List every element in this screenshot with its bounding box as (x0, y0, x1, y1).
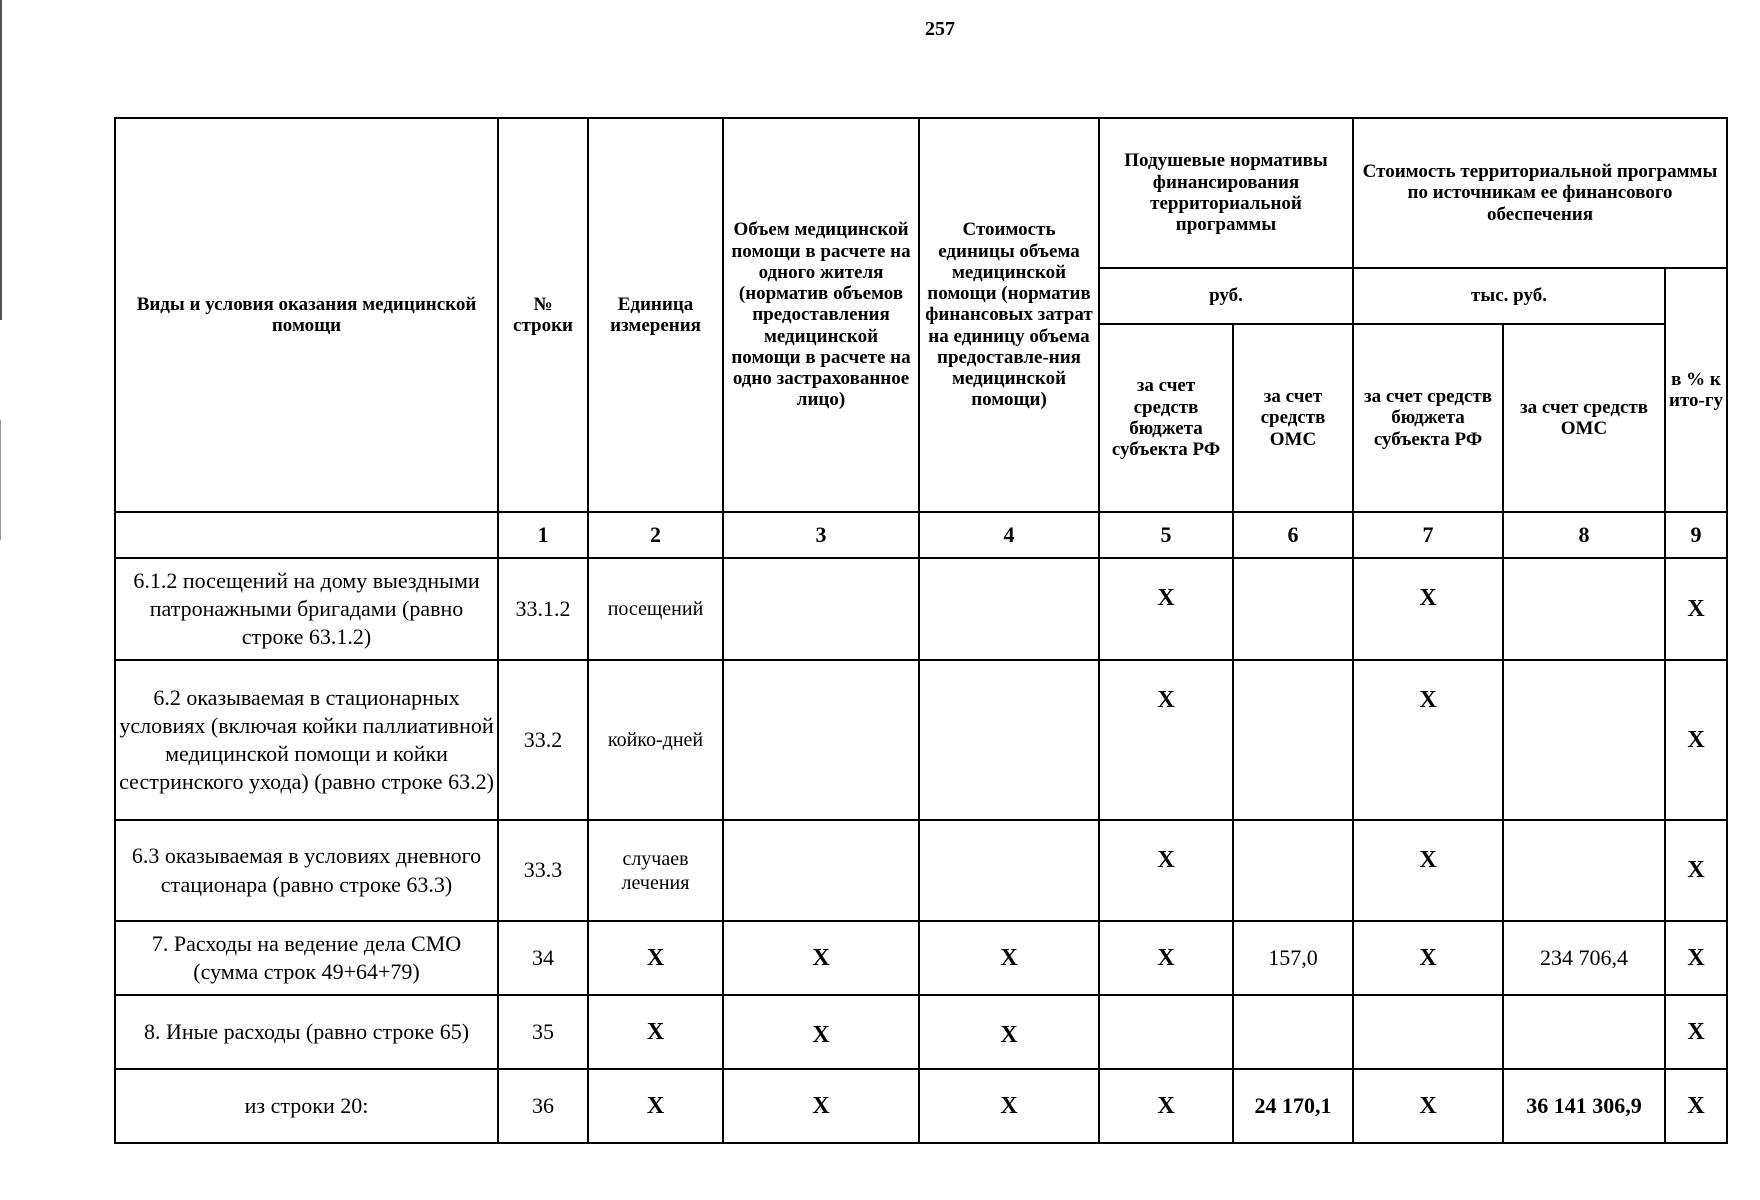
financing-table (114, 117, 1728, 1144)
row-cost: X (919, 1069, 1099, 1143)
column-number-row (115, 512, 1727, 558)
row-budget: X (1099, 921, 1233, 995)
row-percent: X (1665, 1069, 1727, 1143)
row-budget: X (1099, 820, 1233, 921)
row-unit: случаев лечения (588, 820, 723, 921)
header-volume: Объем медицинской помощи в расчете на одного жителя (норматив объемов предоставления медицинской помощи в расчете на одно застрахованное лицо) (723, 118, 919, 512)
row-line: 36 (498, 1069, 588, 1143)
row-unit: X (588, 995, 723, 1069)
row-budget (1099, 995, 1233, 1069)
row-percent: X (1665, 995, 1727, 1069)
row-budget-2: X (1353, 558, 1503, 660)
header-budget: за счет средств бюджета субъекта РФ (1099, 324, 1233, 512)
row-type: 7. Расходы на ведение дела СМО (сумма строк 49+64+79) (115, 921, 498, 995)
row-cost (919, 660, 1099, 820)
row-oms-2 (1503, 558, 1665, 660)
row-unit: койко-дней (588, 660, 723, 820)
row-oms (1233, 995, 1353, 1069)
table-row (115, 1069, 1727, 1143)
row-line: 33.2 (498, 660, 588, 820)
row-line: 33.1.2 (498, 558, 588, 660)
scan-edge-line (0, 0, 2, 320)
row-oms-2 (1503, 820, 1665, 921)
header-per-capita: Подушевые нормативы финансирования территориальной программы (1099, 118, 1353, 268)
header-oms: за счет средств ОМС (1233, 324, 1353, 512)
column-number: 9 (1665, 512, 1727, 558)
row-line: 35 (498, 995, 588, 1069)
row-budget-2 (1353, 995, 1503, 1069)
row-budget: X (1099, 660, 1233, 820)
column-number: 1 (498, 512, 588, 558)
row-budget-2: X (1353, 921, 1503, 995)
row-budget-2: X (1353, 820, 1503, 921)
row-unit: X (588, 921, 723, 995)
header-program-cost: Стоимость территориальной программы по источникам ее финансового обеспечения (1353, 118, 1727, 268)
row-oms-2 (1503, 660, 1665, 820)
column-number (115, 512, 498, 558)
scan-edge-line-lower (0, 420, 1, 540)
row-oms: 157,0 (1233, 921, 1353, 995)
row-unit: X (588, 1069, 723, 1143)
row-volume: X (723, 1069, 919, 1143)
row-volume: X (723, 921, 919, 995)
row-cost (919, 820, 1099, 921)
row-oms (1233, 820, 1353, 921)
table-row (115, 820, 1727, 921)
header-thous-rub: тыс. руб. (1353, 268, 1665, 324)
header-percent: в % к ито-гу (1665, 268, 1727, 512)
row-volume: X (723, 995, 919, 1069)
column-number: 8 (1503, 512, 1665, 558)
header-line-no: № строки (498, 118, 588, 512)
row-budget: X (1099, 558, 1233, 660)
row-budget: X (1099, 1069, 1233, 1143)
row-volume (723, 820, 919, 921)
header-rub: руб. (1099, 268, 1353, 324)
column-number: 4 (919, 512, 1099, 558)
table-row (115, 660, 1727, 820)
header-unit: Единица измерения (588, 118, 723, 512)
row-oms: 24 170,1 (1233, 1069, 1353, 1143)
header-row-1 (115, 118, 1727, 268)
row-oms (1233, 660, 1353, 820)
page-number: 257 (925, 18, 955, 40)
row-budget-2: X (1353, 660, 1503, 820)
row-cost (919, 558, 1099, 660)
column-number: 7 (1353, 512, 1503, 558)
header-cost: Стоимость единицы объема медицинской помощи (норматив финансовых затрат на единицу объема предоставле-ния медицинской помощи) (919, 118, 1099, 512)
row-type: 6.1.2 посещений на дому выездными патронажными бригадами (равно строке 63.1.2) (115, 558, 498, 660)
row-percent: X (1665, 660, 1727, 820)
row-line: 34 (498, 921, 588, 995)
column-number: 2 (588, 512, 723, 558)
row-oms-2: 234 706,4 (1503, 921, 1665, 995)
table-row (115, 921, 1727, 995)
header-budget-2: за счет средств бюджета субъекта РФ (1353, 324, 1503, 512)
table-row (115, 995, 1727, 1069)
row-oms-2 (1503, 995, 1665, 1069)
column-number: 5 (1099, 512, 1233, 558)
row-budget-2: X (1353, 1069, 1503, 1143)
row-type: 6.2 оказываемая в стационарных условиях (включая койки паллиативной медицинской помощи и койки сестринского ухода) (равно строке 63.2) (115, 660, 498, 820)
header-oms-2: за счет средств ОМС (1503, 324, 1665, 512)
row-percent: X (1665, 558, 1727, 660)
table-row (115, 558, 1727, 660)
row-oms (1233, 558, 1353, 660)
row-unit: посещений (588, 558, 723, 660)
header-type: Виды и условия оказания медицинской помощи (115, 118, 498, 512)
row-oms-2: 36 141 306,9 (1503, 1069, 1665, 1143)
row-percent: X (1665, 921, 1727, 995)
row-cost: X (919, 995, 1099, 1069)
row-type: из строки 20: (115, 1069, 498, 1143)
column-number: 6 (1233, 512, 1353, 558)
row-volume (723, 558, 919, 660)
column-number: 3 (723, 512, 919, 558)
row-line: 33.3 (498, 820, 588, 921)
row-cost: X (919, 921, 1099, 995)
row-type: 6.3 оказываемая в условиях дневного стационара (равно строке 63.3) (115, 820, 498, 921)
row-percent: X (1665, 820, 1727, 921)
row-type: 8. Иные расходы (равно строке 65) (115, 995, 498, 1069)
row-volume (723, 660, 919, 820)
